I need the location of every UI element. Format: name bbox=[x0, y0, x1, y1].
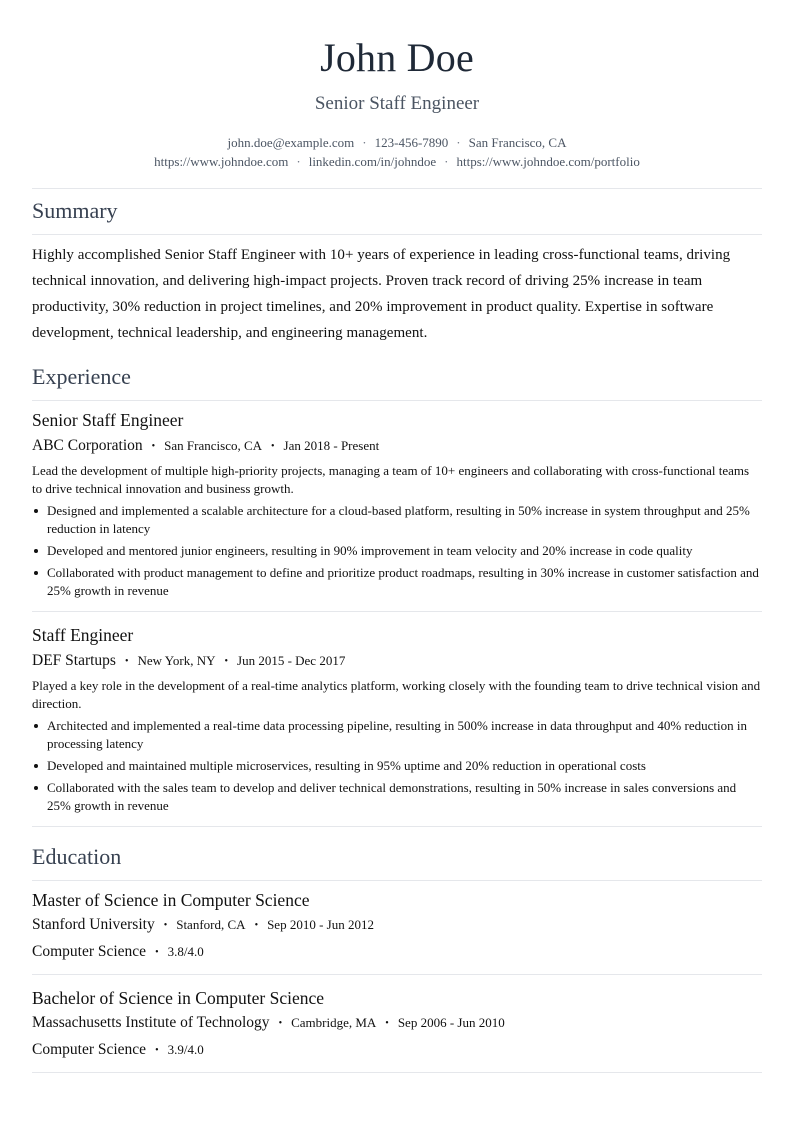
divider bbox=[32, 611, 762, 612]
resume-page bbox=[32, 0, 762, 1058]
website-link[interactable]: https://www.johndoe.com bbox=[154, 154, 289, 169]
meta-separator: • bbox=[155, 1045, 159, 1056]
job-meta bbox=[32, 437, 762, 457]
education-heading: Education bbox=[32, 844, 122, 869]
contact-separator: · bbox=[444, 154, 449, 169]
list-item: Developed and maintained multiple microservices, resulting in 95% uptime and 20% reduction in operational costs bbox=[32, 757, 762, 775]
school-name: Stanford University bbox=[32, 916, 155, 933]
education-entry bbox=[32, 988, 762, 1061]
field-meta bbox=[32, 1041, 762, 1061]
meta-separator: • bbox=[224, 656, 229, 667]
divider bbox=[32, 974, 762, 975]
meta-separator: • bbox=[254, 920, 259, 931]
divider bbox=[32, 234, 762, 235]
candidate-title: Senior Staff Engineer bbox=[314, 93, 480, 114]
resume-header bbox=[32, 35, 762, 171]
summary-heading: Summary bbox=[32, 198, 118, 223]
portfolio-link[interactable]: https://www.johndoe.com/portfolio bbox=[456, 154, 640, 169]
field-meta bbox=[32, 943, 762, 963]
job-dates: Jun 2015 - Dec 2017 bbox=[237, 653, 346, 668]
candidate-name: John Doe bbox=[320, 35, 474, 80]
school-dates: Sep 2006 - Jun 2010 bbox=[397, 1015, 505, 1030]
list-item: Designed and implemented a scalable architecture for a cloud-based platform, resulting in 50% increase in system throughput and 25% reduction in latency bbox=[32, 502, 762, 538]
gpa: 3.9/4.0 bbox=[167, 1042, 204, 1057]
job-entry bbox=[32, 625, 762, 819]
school-location: Cambridge, MA bbox=[291, 1015, 377, 1030]
meta-separator: • bbox=[385, 1018, 389, 1029]
job-description: Lead the development of multiple high-priority projects, managing a team of 10+ engineers and collaborating with cross-functional teams to drive technical innovation and business growth. bbox=[32, 463, 750, 496]
job-bullets bbox=[32, 717, 762, 815]
linkedin-link[interactable]: linkedin.com/in/johndoe bbox=[308, 154, 437, 169]
field-of-study: Computer Science bbox=[32, 943, 147, 960]
contact-separator: · bbox=[362, 135, 367, 150]
divider bbox=[32, 188, 762, 189]
meta-separator: • bbox=[124, 656, 129, 667]
job-meta bbox=[32, 652, 762, 672]
meta-separator: • bbox=[151, 441, 156, 452]
job-location: San Francisco, CA bbox=[164, 438, 263, 453]
job-bullets bbox=[32, 502, 762, 600]
company-name: ABC Corporation bbox=[32, 437, 143, 454]
divider bbox=[32, 1072, 762, 1073]
contact-line-1 bbox=[32, 133, 762, 152]
location-text: San Francisco, CA bbox=[468, 135, 567, 150]
degree-title: Bachelor of Science in Computer Science bbox=[32, 988, 325, 1008]
contact-separator: · bbox=[456, 135, 461, 150]
meta-separator: • bbox=[163, 920, 168, 931]
job-entry bbox=[32, 410, 762, 604]
meta-separator: • bbox=[278, 1018, 283, 1029]
gpa: 3.8/4.0 bbox=[167, 944, 204, 959]
phone-text: 123-456-7890 bbox=[374, 135, 449, 150]
email-link[interactable]: john.doe@example.com bbox=[227, 135, 355, 150]
company-name: DEF Startups bbox=[32, 652, 116, 669]
school-name: Massachusetts Institute of Technology bbox=[32, 1014, 270, 1031]
list-item: Collaborated with the sales team to develop and deliver technical demonstrations, resulting in 50% increase in sales conversions and 25% growth in revenue bbox=[32, 779, 762, 815]
summary-text: Highly accomplished Senior Staff Engineer with 10+ years of experience in leading cross-functional teams, driving technical innovation, and delivering high-impact projects. Proven track record of driving 25% increase in team productivity, 30% reduction in project timelines, and 20% improvement in product quality. Expertise in software development, technical leadership, and engineering management. bbox=[32, 247, 731, 341]
field-of-study: Computer Science bbox=[32, 1041, 147, 1058]
school-meta bbox=[32, 916, 762, 936]
divider bbox=[32, 826, 762, 827]
list-item: Collaborated with product management to define and prioritize product roadmaps, resulting in 30% increase in customer satisfaction and 25% growth in revenue bbox=[32, 564, 762, 600]
job-title: Staff Engineer bbox=[32, 625, 134, 645]
contact-line-2 bbox=[32, 152, 762, 171]
education-entry bbox=[32, 890, 762, 963]
job-description: Played a key role in the development of a real-time analytics platform, working closely with the founding team to drive technical vision and direction. bbox=[32, 678, 761, 711]
school-meta bbox=[32, 1014, 762, 1034]
school-dates: Sep 2010 - Jun 2012 bbox=[267, 917, 374, 932]
list-item: Developed and mentored junior engineers, resulting in 90% improvement in team velocity and 20% increase in code quality bbox=[32, 542, 762, 560]
job-dates: Jan 2018 - Present bbox=[283, 438, 380, 453]
job-location: New York, NY bbox=[137, 653, 216, 668]
divider bbox=[32, 400, 762, 401]
meta-separator: • bbox=[271, 441, 275, 452]
meta-separator: • bbox=[155, 947, 159, 958]
divider bbox=[32, 880, 762, 881]
list-item: Architected and implemented a real-time data processing pipeline, resulting in 500% increase in data throughput and 40% reduction in processing latency bbox=[32, 717, 762, 753]
contact-separator: · bbox=[296, 154, 301, 169]
degree-title: Master of Science in Computer Science bbox=[32, 890, 310, 910]
school-location: Stanford, CA bbox=[176, 917, 246, 932]
experience-heading: Experience bbox=[32, 364, 131, 389]
job-title: Senior Staff Engineer bbox=[32, 410, 184, 430]
